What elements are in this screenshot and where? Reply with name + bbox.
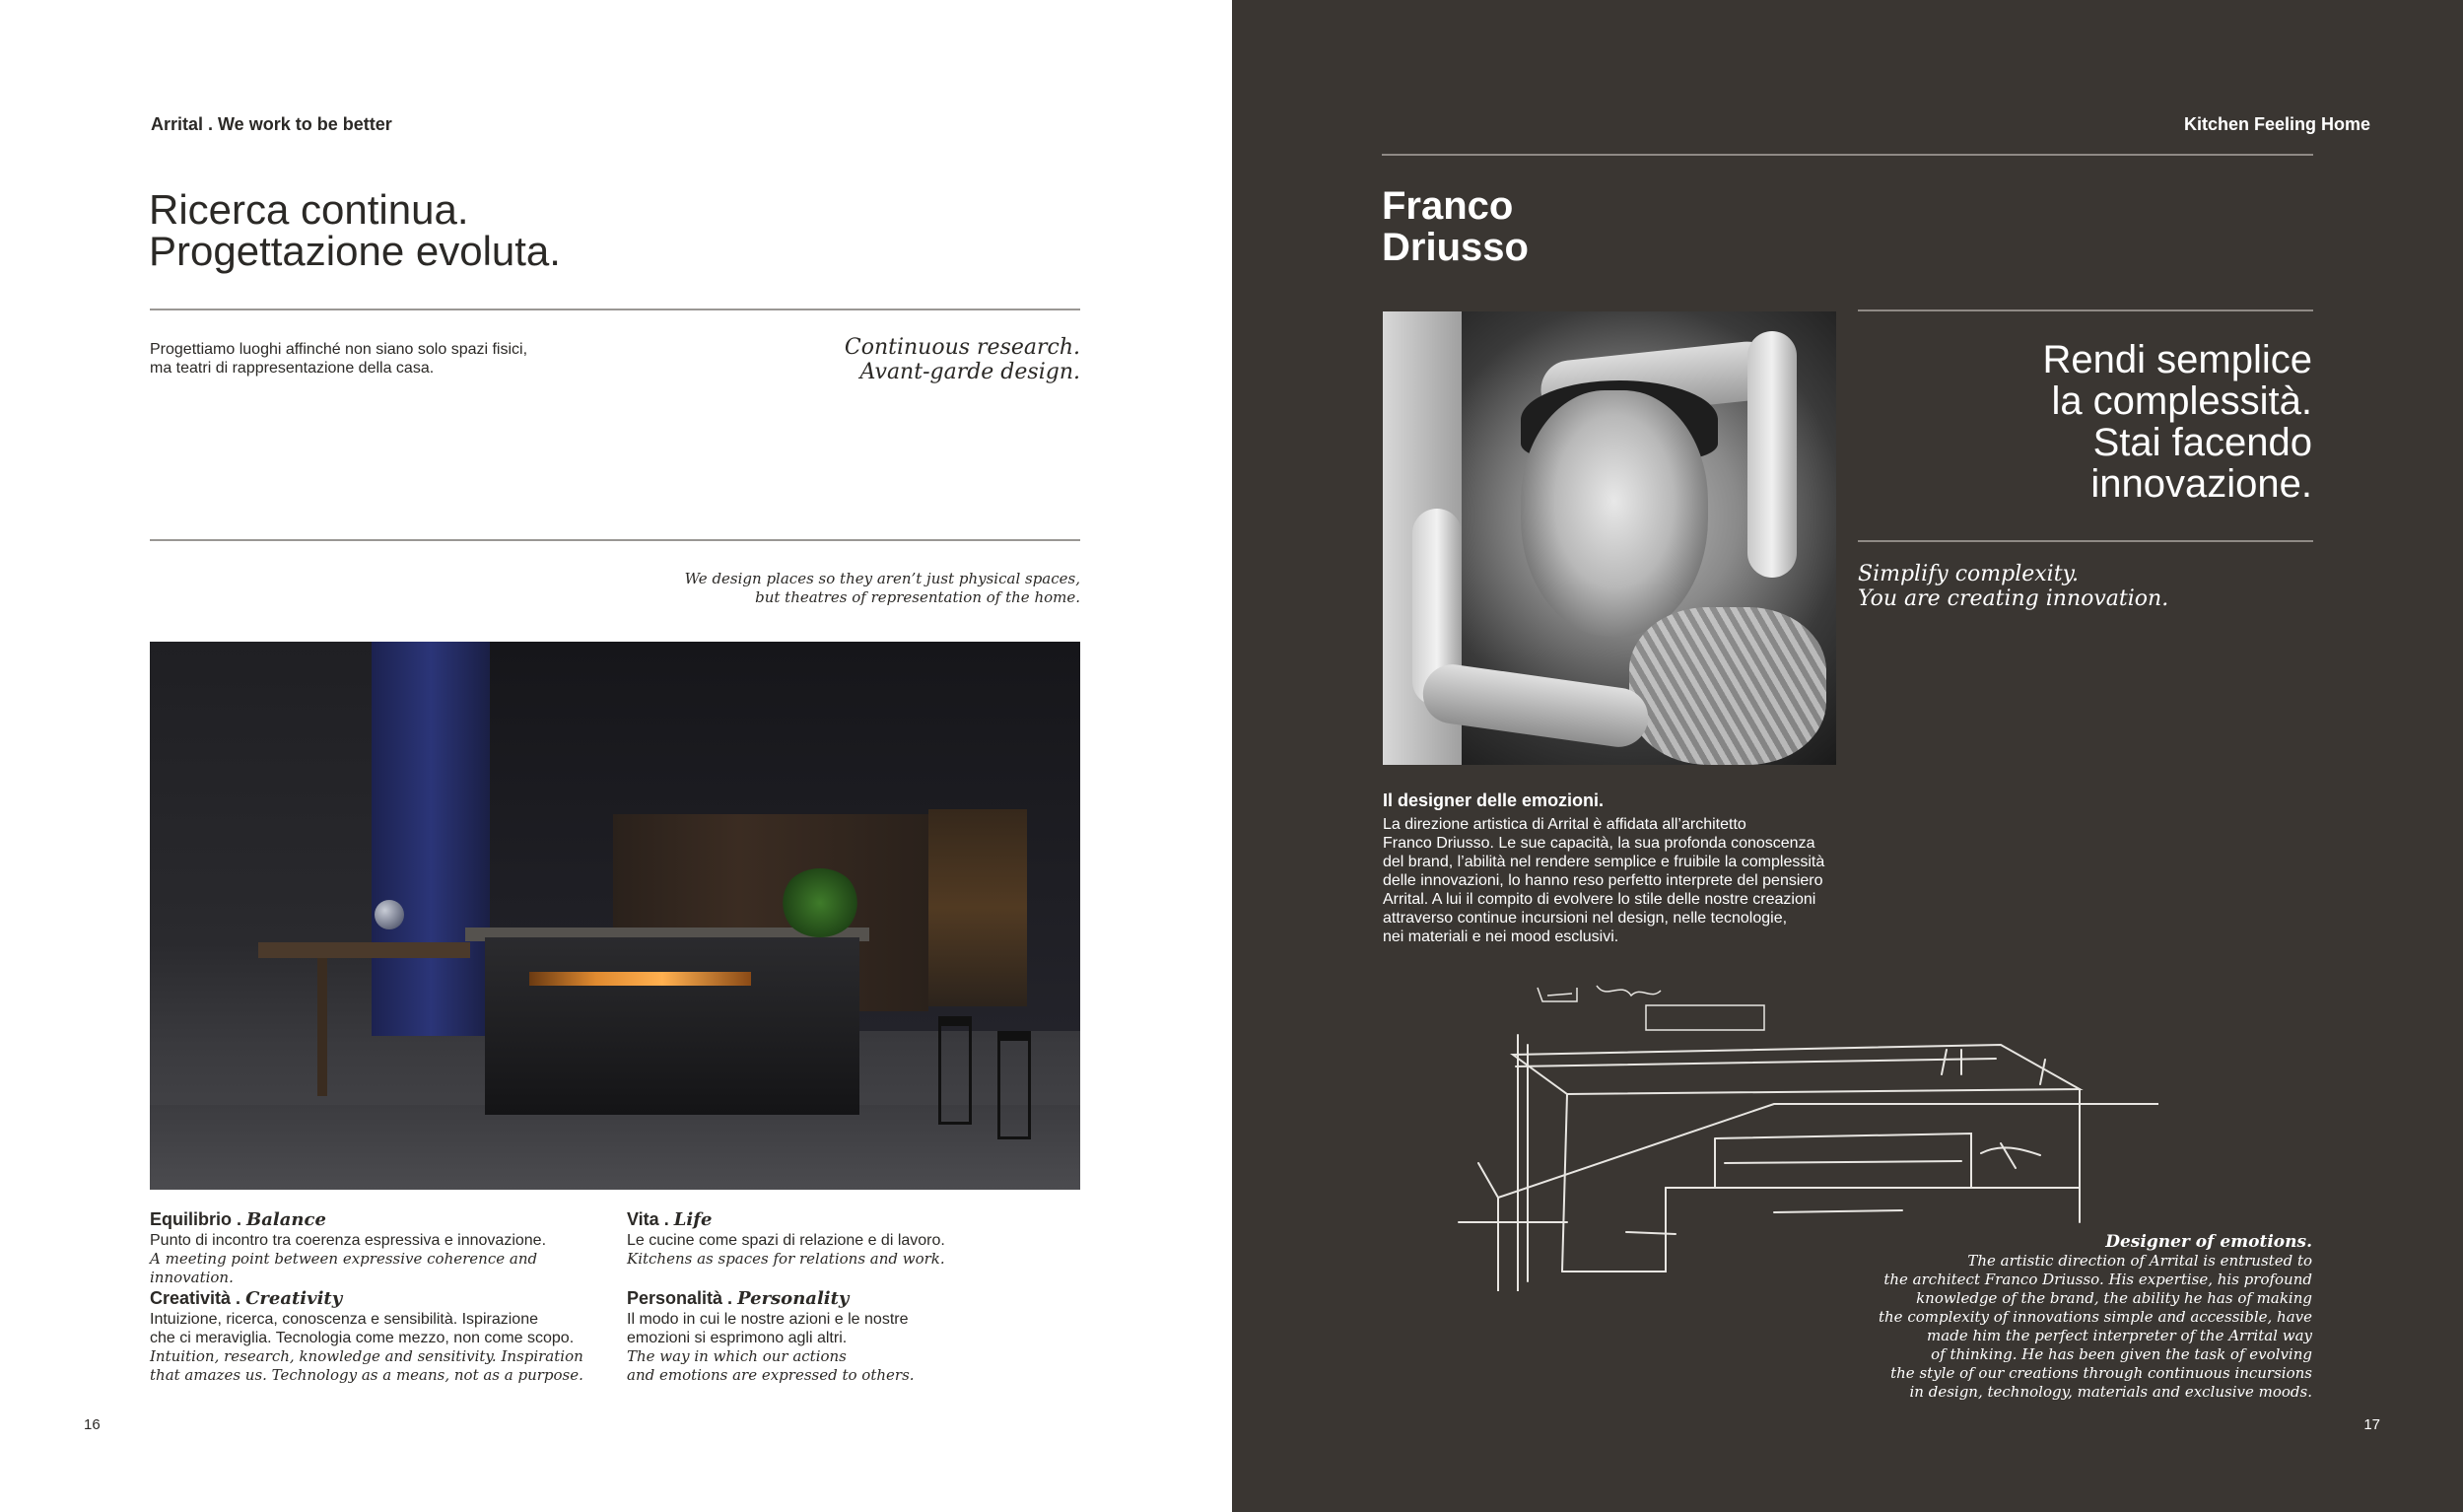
page-headline — [149, 186, 561, 274]
quote-it-line: innovazione. — [2090, 462, 2312, 506]
feature-it-line: Le cucine come spazi di relazione e di lavoro. — [627, 1232, 945, 1249]
bio-en-line: knowledge of the brand, the ability he has of making — [1916, 1289, 2312, 1307]
feature-it-line: Il modo in cui le nostre azioni e le nostre — [627, 1311, 909, 1328]
designer-title: Il designer delle emozioni. — [1383, 790, 1605, 810]
quote-en-line: You are creating innovation. — [1858, 586, 2169, 611]
quote-en-line: but theatres of representation of the home. — [755, 588, 1080, 606]
quote-english-right — [1858, 562, 2168, 611]
intro-it-line: ma teatri di rappresentazione della casa. — [150, 360, 435, 377]
designer-bio-italian — [1383, 789, 1856, 946]
bio-en-line: made him the perfect interpreter of the Arrital way — [1927, 1327, 2312, 1344]
quote-it-line: Stai facendo — [2092, 421, 2312, 464]
feature-en-line: and emotions are expressed to others. — [627, 1366, 915, 1384]
sketch-lines — [1459, 1005, 2158, 1291]
page-number-left: 16 — [84, 1416, 101, 1433]
kitchen-photo — [150, 642, 1080, 1190]
feature-life — [627, 1208, 1080, 1269]
feature-creativity — [150, 1287, 613, 1385]
feature-title: Equilibrio . Balance — [150, 1209, 326, 1230]
feature-en-line: A meeting point between expressive coherence and innovation. — [150, 1250, 538, 1286]
designer-name — [1382, 185, 1529, 268]
feature-personality — [627, 1287, 1080, 1385]
feature-title: Creatività . Creativity — [150, 1288, 343, 1309]
bio-en-line: the style of our creations through continuous incursions — [1890, 1364, 2312, 1382]
page-number-right: 17 — [2363, 1416, 2380, 1433]
quote-en-line: We design places so they aren’t just physical spaces, — [684, 570, 1080, 587]
bio-en-line: The artistic direction of Arrital is entrusted to — [1967, 1252, 2312, 1270]
feature-en-line: Intuition, research, knowledge and sensitivity. Inspiration — [150, 1347, 583, 1365]
quote-english — [685, 570, 1080, 607]
designer-portrait-photo — [1383, 311, 1836, 765]
bio-it-line: attraverso continue incursioni nel design, nelle tecnologie, — [1383, 910, 1788, 927]
name-line: Franco — [1382, 184, 1514, 228]
running-head-left: Arrital . We work to be better — [151, 114, 392, 134]
bio-it-line: Franco Driusso. Le sue capacità, la sua profonda conoscenza — [1383, 835, 1815, 852]
designer-en-title: Designer of emotions. — [2105, 1232, 2312, 1252]
bio-it-line: nei materiali e nei mood esclusivi. — [1383, 928, 1619, 945]
kitchen-sketch-drawing — [1449, 976, 2158, 1291]
intro-it-line: Progettiamo luoghi affinché non siano solo spazi fisici, — [150, 341, 528, 358]
running-head-right: Kitchen Feeling Home — [2183, 114, 2370, 134]
bio-it-line: Arrital. A lui il compito di evolvere lo stile delle nostre creazioni — [1383, 891, 1816, 908]
quote-en-line: Simplify complexity. — [1858, 562, 2080, 586]
bio-it-line: La direzione artistica di Arrital è affidata all’architetto — [1383, 816, 1746, 833]
name-line: Driusso — [1382, 226, 1529, 269]
bio-it-line: del brand, l’abilità nel rendere semplice e fruibile la complessità — [1383, 854, 1825, 870]
bio-en-line: of thinking. He has been given the task of evolving — [1931, 1345, 2312, 1363]
bio-en-line: in design, technology, materials and exclusive moods. — [1909, 1383, 2312, 1401]
intro-en-line: Avant-garde design. — [859, 360, 1080, 384]
feature-it-line: che ci meraviglia. Tecnologia come mezzo, non come scopo. — [150, 1330, 575, 1346]
feature-it-line: Intuizione, ricerca, conoscenza e sensibilità. Ispirazione — [150, 1311, 538, 1328]
feature-it-line: Punto di incontro tra coerenza espressiva e innovazione. — [150, 1232, 547, 1249]
feature-en-line: Kitchens as spaces for relations and work. — [627, 1250, 945, 1268]
feature-title: Personalità . Personality — [627, 1288, 850, 1309]
quote-it-line: la complessità. — [2051, 379, 2312, 423]
feature-it-line: emozioni si esprimono agli altri. — [627, 1330, 848, 1346]
divider-middle — [150, 539, 1080, 541]
divider-top — [150, 309, 1080, 310]
designer-bio-lines — [1383, 815, 1856, 946]
bio-en-line: the complexity of innovations simple and accessible, have — [1878, 1308, 2312, 1326]
headline-line-2: Progettazione evoluta. — [149, 228, 561, 274]
sketch-signature — [1538, 986, 1661, 1001]
feature-title: Vita . Life — [627, 1209, 713, 1230]
divider-right-top — [1382, 154, 2313, 156]
quote-italian — [2043, 339, 2312, 505]
intro-italian — [150, 340, 527, 378]
divider-quote-top — [1858, 309, 2313, 311]
intro-english — [845, 335, 1080, 384]
feature-balance — [150, 1208, 613, 1287]
feature-en-line: that amazes us. Technology as a means, not as a purpose. — [150, 1366, 583, 1384]
divider-quote-bottom — [1858, 540, 2313, 542]
quote-it-line: Rendi semplice — [2042, 338, 2312, 381]
intro-en-line: Continuous research. — [844, 335, 1080, 360]
headline-line-1: Ricerca continua. — [149, 186, 469, 233]
bio-en-line: the architect Franco Driusso. His expertise, his profound — [1883, 1271, 2312, 1288]
feature-en-line: The way in which our actions — [627, 1347, 847, 1365]
bio-it-line: delle innovazioni, lo hanno reso perfetto interprete del pensiero — [1383, 872, 1823, 889]
